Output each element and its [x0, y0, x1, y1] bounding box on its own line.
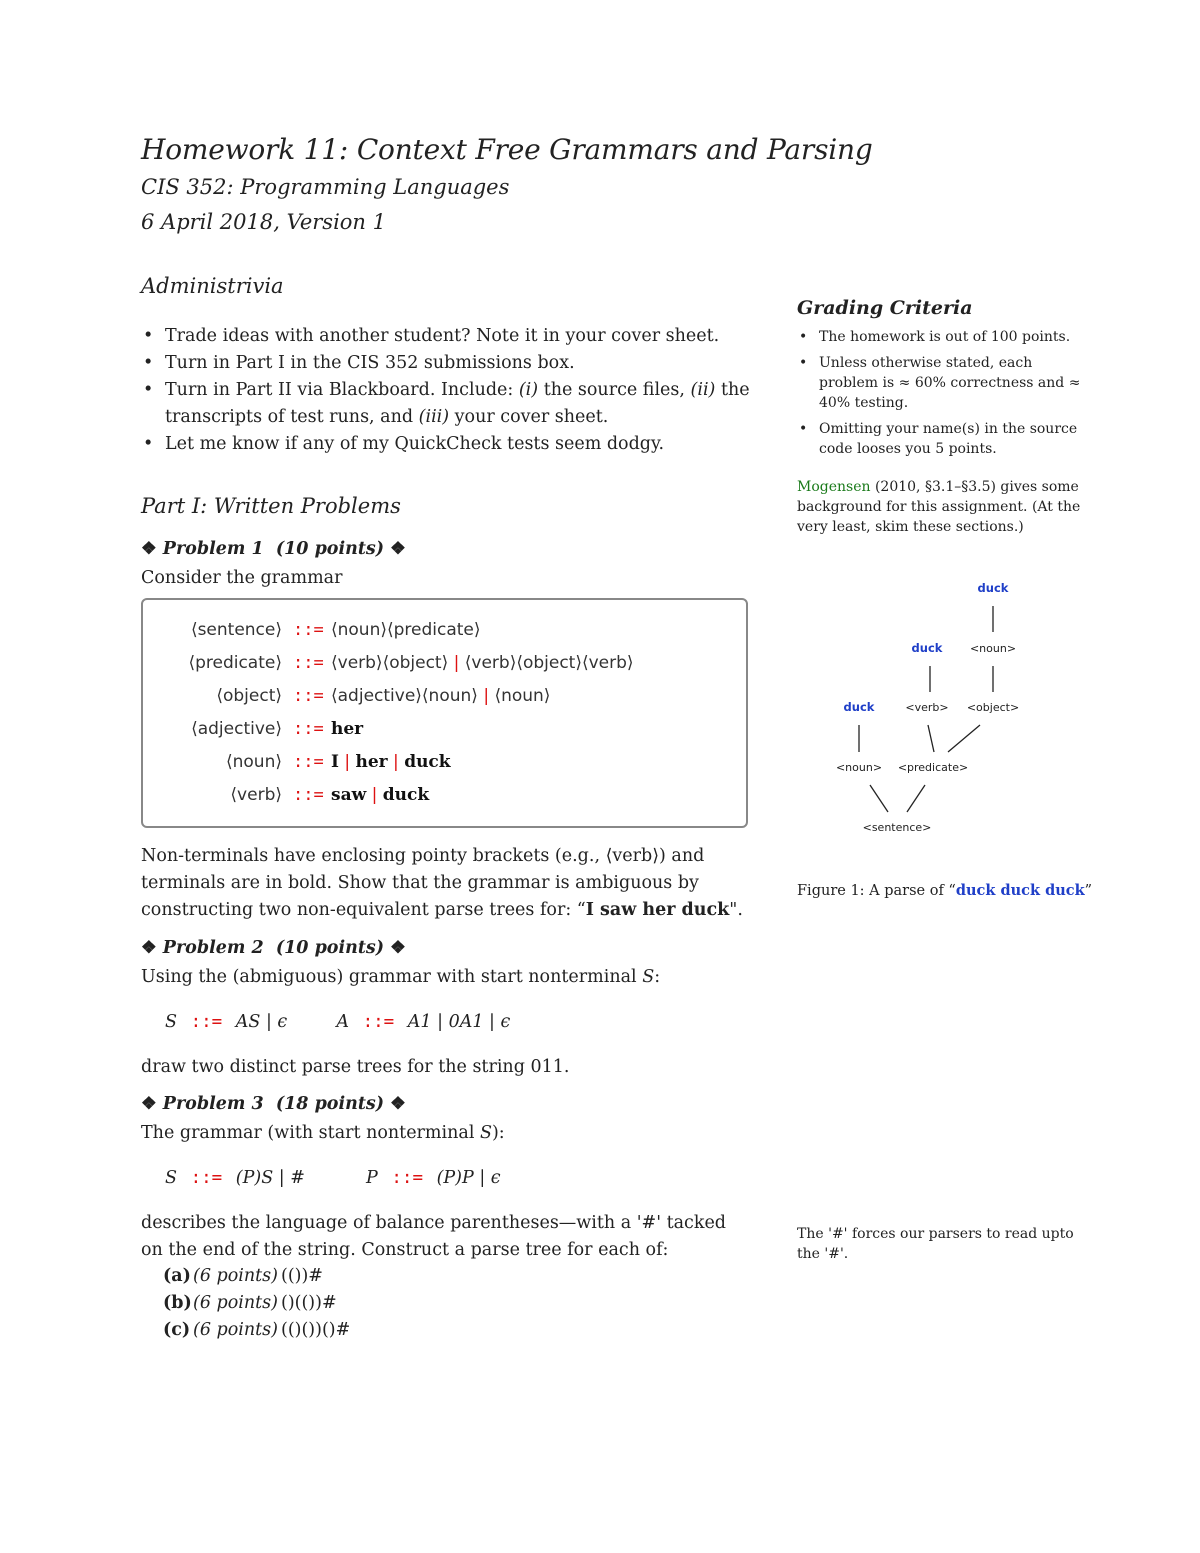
diamond-icon: ❖: [390, 539, 406, 559]
problem2-intro: Using the (abmiguous) grammar with start nonterminal S:: [141, 967, 661, 987]
grammar-rule-predicate: ⟨predicate⟩ ::= ⟨verb⟩⟨object⟩ | ⟨verb⟩⟨object⟩⟨verb⟩: [188, 653, 634, 673]
problem1-intro: Consider the grammar: [141, 568, 343, 588]
hash-note: The '#' forces our parsers to read upto the '#'.: [797, 1226, 1074, 1262]
tree-node-verb: <verb>: [905, 701, 949, 714]
document-title: Homework 11: Context Free Grammars and Parsing: [141, 133, 873, 166]
grading-item-2: • Unless otherwise stated, each problem is ≈ 60% correctness and ≈ 40% testing.: [797, 353, 1082, 413]
problem2-grammar: S ::= AS | ϵ A ::= A1 | 0A1 | ϵ: [165, 1012, 511, 1032]
diamond-icon: ❖: [141, 539, 157, 559]
problem3-item-a: (a) (6 points) (())#: [163, 1266, 323, 1286]
diamond-icon: ❖: [141, 938, 157, 958]
diamond-icon: ❖: [141, 1094, 157, 1114]
tree-edge: [928, 725, 934, 752]
problem3-item-c: (c) (6 points) (()())()#: [163, 1320, 351, 1340]
tree-node-duck-top: duck: [977, 581, 1009, 595]
grammar-rule-sentence: ⟨sentence⟩ ::= ⟨noun⟩⟨predicate⟩: [190, 620, 481, 640]
administrivia-list: [141, 323, 751, 458]
tree-node-noun-lower: <noun>: [835, 761, 883, 774]
reference-link[interactable]: Mogensen: [797, 479, 871, 495]
tree-node-sentence: <sentence>: [862, 821, 932, 834]
problem3-text: describes the language of balance parentheses—with a '#' tacked on the end of the string. Construct a parse tree for each of:: [141, 1213, 727, 1260]
course-name: CIS 352: Programming Languages: [141, 175, 510, 199]
grammar-box: [141, 598, 748, 828]
problem2-outro: draw two distinct parse trees for the string 011.: [141, 1057, 570, 1077]
date-version: 6 April 2018, Version 1: [141, 210, 386, 234]
reference-note: Mogensen (2010, §3.1–§3.5) gives some background for this assignment. (At the very least, skim these sections.): [797, 479, 1081, 535]
grading-heading: Grading Criteria: [797, 297, 973, 319]
grammar-rule-verb: ⟨verb⟩ ::= saw | duck: [230, 785, 430, 805]
problem1-heading: ❖ Problem 1 (10 points) ❖: [141, 539, 406, 559]
admin-item-3: • Turn in Part II via Blackboard. Include: (i) the source files, (ii) the transcripts of test runs, and (iii) your cover sheet.: [141, 377, 751, 431]
figure-caption: Figure 1: A parse of “duck duck duck”: [797, 882, 1093, 899]
tree-node-noun-upper: <noun>: [969, 642, 1017, 655]
grammar-rule-adjective: ⟨adjective⟩ ::= her: [191, 719, 364, 739]
problem3-heading: ❖ Problem 3 (18 points) ❖: [141, 1094, 406, 1114]
part1-heading: Part I: Written Problems: [141, 494, 401, 518]
admin-item-2: • Turn in Part I in the CIS 352 submissions box.: [141, 350, 751, 377]
diamond-icon: ❖: [390, 938, 406, 958]
tree-edge: [870, 785, 888, 812]
tree-edge: [948, 725, 980, 752]
grading-item-3: • Omitting your name(s) in the source code looses you 5 points.: [797, 419, 1082, 459]
grading-list: [797, 327, 1082, 459]
tree-node-predicate: <predicate>: [897, 761, 969, 774]
problem2-heading: ❖ Problem 2 (10 points) ❖: [141, 938, 406, 958]
admin-item-1: • Trade ideas with another student? Note it in your cover sheet.: [141, 323, 751, 350]
administrivia-heading: Administrivia: [141, 274, 284, 298]
tree-edge: [907, 785, 925, 812]
tree-node-object: <object>: [966, 701, 1020, 714]
grading-item-1: • The homework is out of 100 points.: [797, 327, 1082, 347]
problem3-item-b: (b)(6 points) ()(())#: [163, 1293, 337, 1313]
admin-item-4: • Let me know if any of my QuickCheck tests seem dodgy.: [141, 431, 751, 458]
tree-node-duck-left: duck: [843, 700, 875, 714]
problem3-intro: The grammar (with start nonterminal S):: [141, 1123, 505, 1143]
diamond-icon: ❖: [390, 1094, 406, 1114]
grammar-rule-object: ⟨object⟩ ::= ⟨adjective⟩⟨noun⟩ | ⟨noun⟩: [216, 686, 551, 706]
problem3-grammar: S ::= (P)S | # P ::= (P)P | ϵ: [165, 1168, 501, 1188]
problem1-text: Non-terminals have enclosing pointy brackets (e.g., ⟨verb⟩) and terminals are in bold. Show that the grammar is ambiguous by constructing two non-equivalent parse trees for: “I saw her duck".: [141, 846, 743, 920]
grammar-rule-noun: ⟨noun⟩ ::= I | her | duck: [226, 752, 451, 772]
tree-node-duck-mid: duck: [911, 641, 943, 655]
